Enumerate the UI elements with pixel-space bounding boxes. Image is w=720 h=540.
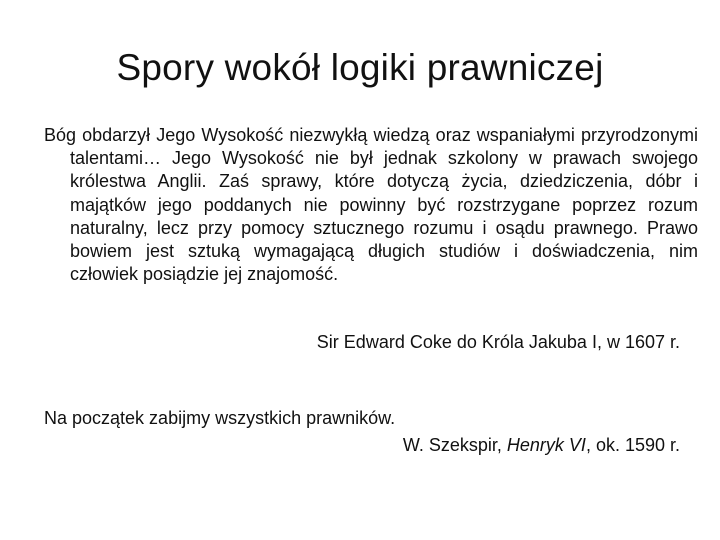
shakespeare-attribution — [403, 433, 680, 457]
shakespeare-quote: Na początek zabijmy wszystkich prawników. — [44, 408, 396, 428]
coke-quote: Bóg obdarzył Jego Wysokość niezwykłą wiedzą oraz wspaniałymi przyrodzonymi talentami… Jego Wysokość nie był jednak szkolony w prawach swojego królestwa Anglii. Zaś sprawy, które dotyczą życia, dziedziczenia, dóbr i majątków jego poddanych nie powinny być rozstrzygane poprzez rozum naturalny, lecz przy pomocy sztucznego rozumu i osądu prawnego. Prawo bowiem jest sztuką wymagającą długich studiów i doświadczenia, nim człowiek posiądzie jej znajomość. — [44, 125, 698, 285]
slide-title: Spory wokół logiki prawniczej — [116, 47, 604, 88]
attribution-author: W. Szekspir, — [402, 435, 507, 455]
coke-attribution: Sir Edward Coke do Króla Jakuba I, w 1607 r. — [316, 332, 680, 352]
attribution-date: , ok. 1590 r. — [585, 435, 680, 455]
attribution-work-title: Henryk VI — [506, 435, 586, 455]
